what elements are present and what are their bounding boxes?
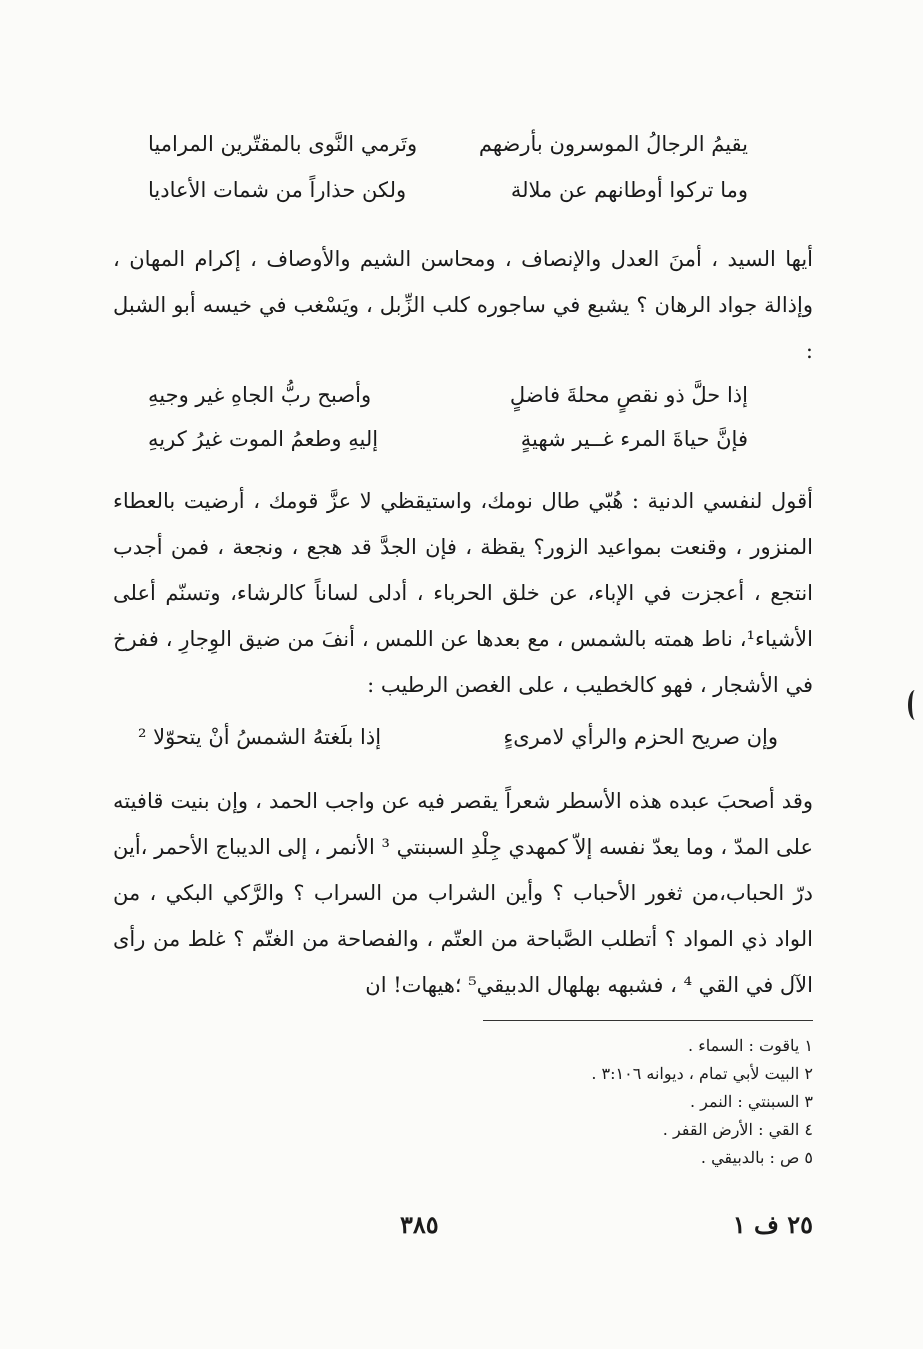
verse-hemistich-right: فإنَّ حياةَ المرء غــير شهيةٍ [520,427,748,451]
prose-paragraph: وقد أصحبَ عبده هذه الأسطر شعراً يقصر فيه عن واجب الحمد ، وإن بنيت قافيته على المدّ ، وما يعدّ نفسه إلاّ كمهدي جِلْدِ السبنتي ³ الأنمر ، إلى الديباج الأحمر ،أين درّ الحباب،من ثغور الأحباب ؟ وأين الشراب من السراب ؟ والرَّكي البكي ، من الواد ذي المواد ؟ أتطلب الصَّباحة من العتّم ، والفصاحة من الغتّم ؟ غلط من رأى الآل في القي ⁴ ، فشبهه بهلهال الدبيقي⁵ ؛هيهات! ان [113,789,814,997]
page-number: ٣٨٥ [400,1210,439,1239]
verse-line [148,132,748,156]
verse-line [148,427,748,451]
prose-paragraph: أقول لنفسي الدنية : هُبّي طال نومك، واستيقظي لا عزَّ قومك ، أرضيت بالعطاء المنزور ، وقنعت بمواعيد الزور؟ يقظة ، فإن الجدَّ قد هجع ، ونجعة ، فمن أجدب انتجع ، أعجزت في الإباء، عن خلق الحرباء ، أدلى لساناً كالرشاء، وتسنّم أعلى الأشياء¹، ناط همته بالشمس ، مع بعدها عن اللمس ، أنفَ من ضيق الوِجارِ ، ففرخ في الأشجار ، فهو كالخطيب ، على الغصن الرطيب : [113,489,813,697]
verse-hemistich-left: إذا بلَغتهُ الشمسُ أنْ يتحوّلا ² [138,725,382,749]
footnote: ٢ البيت لأبي تمام ، ديوانه ٣:١٠٦ . [591,1064,813,1083]
footnote: ٣ السبنتي : النمر . [689,1092,813,1111]
margin-bracket-mark [908,690,922,720]
verse-hemistich-right: يقيمُ الرجالُ الموسرون بأرضهم [478,132,748,156]
verse-line [148,178,748,202]
prose-paragraph: أيها السيد ، أمنَ العدل والإنصاف ، ومحاسن الشيم والأوصاف ، إكرام المهان ، وإذالة جواد الرهان ؟ يشبع في ساجوره كلب الزِّبل ، ويَسْغب في خيسه أبو الشبل : [113,247,813,363]
verse-hemistich-left: وأصبح ربُّ الجاهِ غير وجيهِ [148,383,372,407]
verse-line [148,383,748,407]
verse-hemistich-right: إذا حلَّ ذو نقصٍ محلةَ فاضلٍ [509,383,748,407]
footnote: ١ ياقوت : السماء . [688,1036,813,1055]
verse-line [138,725,778,749]
footnote: ٤ القي : الأرض القفر . [662,1120,813,1139]
verse-hemistich-right: وإن صريح الحزم والرأي لامرىءٍ [503,725,778,749]
verse-hemistich-left: ولكن حذاراً من شمات الأعاديا [148,178,407,202]
footnote: ٥ ص : بالدبيقي . [700,1148,813,1167]
verse-hemistich-left: وتَرمي النَّوى بالمقتّرين المراميا [148,132,418,156]
verse-hemistich-left: إليهِ وطعمُ الموت غيرُ كريهِ [148,427,379,451]
verse-hemistich-right: وما تركوا أوطانهم عن ملالة [510,178,748,202]
footnote-divider [483,1020,813,1021]
printer-signature: ٢٥ ف ١ [732,1210,813,1239]
footnotes-list [313,1032,813,1172]
